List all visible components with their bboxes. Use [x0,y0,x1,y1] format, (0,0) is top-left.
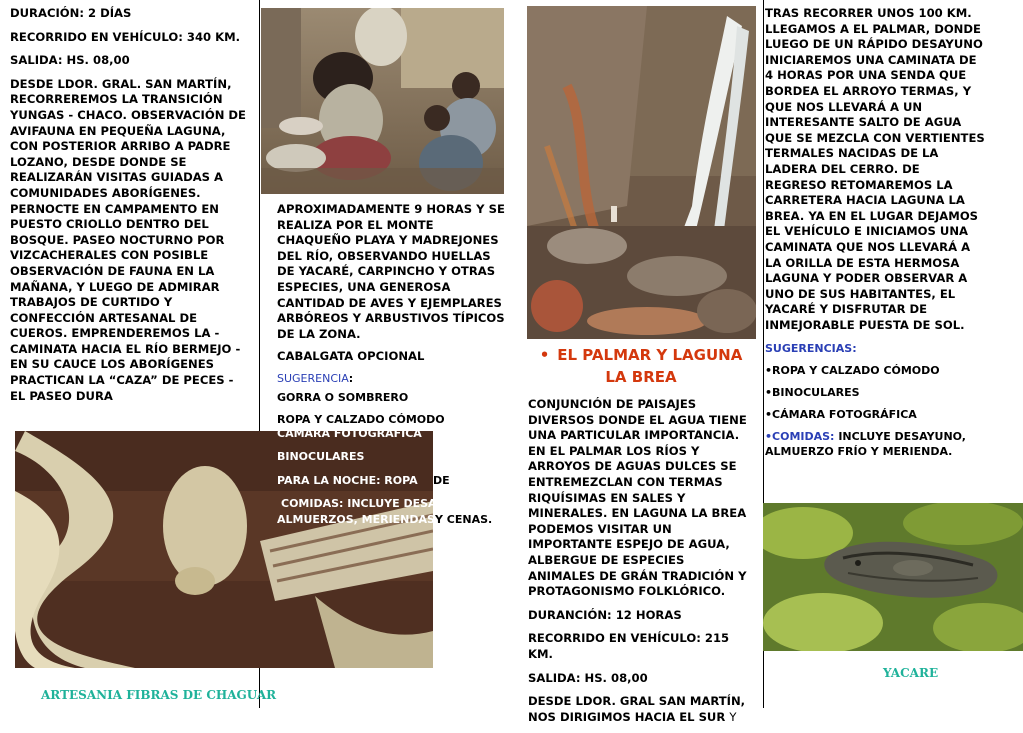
suggestion-label: SUGERENCIA [277,371,349,385]
suggestion-item: GORRA O SOMBRERO [277,390,409,404]
heading-text: EL PALMAR Y LAGUNA LA BREA [557,346,743,386]
overlay-night-tail: DE [433,474,450,487]
meals-line [765,429,985,459]
overlay-item-camera: CAMARA FOTOGRAFICA [277,427,422,440]
waterfall-photo [527,6,756,339]
overlay-item-binoculars: BINOCULARES [277,450,365,463]
palmar-tail-text: DESDE LDOR. GRAL SAN MARTÍN, NOS DIRIGIMOS HACIA EL SUR [528,694,746,724]
suggestion-colon: : [348,371,354,385]
departure-text: SALIDA: HS. 08,00 [10,53,130,68]
suggestion-line [277,371,505,386]
meals-text: INCLUYE DESAYUNO, ALMUERZO FRÍO Y MERIENDA. [765,430,966,459]
middle-right-column [528,344,754,733]
overlay-meals: COMIDAS: INCLUYE DESAYUNOS [281,497,479,510]
suggestion-item: ROPA Y CALZADO CÓMODO [277,412,445,426]
left-column [10,6,250,412]
overlay-meals-cont: ALMUERZOS, MERIENDAS [277,513,435,526]
yacare-caption: YACARE [883,666,939,680]
palmar-departure: SALIDA: HS. 08,00 [528,670,648,685]
optional-ride-text: CABALGATA OPCIONAL [277,349,425,364]
overlay-meals-tail: Y CENAS. [435,513,493,526]
overlay-night-label: PARA LA NOCHE: ROPA [277,474,418,487]
palmar-tail-end: Y [729,709,737,724]
family-photo [261,8,504,194]
suggestion-item: •BINOCULARES [765,386,860,400]
chaguar-caption: ARTESANIA FIBRAS DE CHAGUAR [41,688,277,702]
right-column [765,6,985,466]
left-body-text: DESDE LDOR. GRAL. SAN MARTÍN, RECORREREMOS LA TRANSICIÓN YUNGAS - CHACO. OBSERVACIÓN DE AVIFAUNA EN PEQUEÑA LAGUNA, CON POSTERIOR ARRIBO A PADRE LOZANO, DESDE DONDE SE REALIZARÁN VISITAS GUIADAS A COMUNIDADES ABORÍGENES. PERNOCTE EN CAMPAMENTO EN PUESTO CRIOLLO DENTRO DEL BOSQUE. PASEO NOCTURNO POR VIZCACHERALES CON POSIBLE OBSERVACIÓN DE FAUNA EN LA MAÑANA, Y LUEGO DE ADMIRAR TRABAJOS DE CURTIDO Y CONFECCIÓN ARTESANAL DE CUEROS. EMPRENDEREMOS LA - CAMINATA HACIA EL RÍO BERMEJO - EN SU CAUCE LOS ABORÍGENES PRACTICAN LA “CAZA” DE PECES - EL PASEO DURA [10,76,246,403]
heading-bullet: • [539,346,550,364]
palmar-duration: DURANCIÓN: 12 HORAS [528,607,682,622]
palmar-body-text: CONJUNCIÓN DE PAISAJES DIVERSOS DONDE EL AGUA TIENE UNA PARTICULAR IMPORTANCIA. EN EL PALMAR LOS RÍOS Y ARROYOS DE AGUAS DULCES SE ENTREMEZCLAN CON TERMAS RIQUÍSIMAS EN SALES Y MINERALES. EN LAGUNA LA BREA PODEMOS VISITAR UN IMPORTANTE ESPEJO DE AGUA, ALBERGUE DE ESPECIES ANIMALES DE GRÁN TRADICIÓN Y PROTAGONISMO FOLKLÓRICO. [528,397,747,599]
suggestions-label: SUGERENCIAS: [765,342,857,356]
palmar-tail-line [528,694,754,725]
suggestion-item: •CÁMARA FOTOGRÁFICA [765,408,917,422]
suggestion-item: •ROPA Y CALZADO CÓMODO [765,364,940,378]
right-body-text: TRAS RECORRER UNOS 100 KM. LLEGAMOS A EL PALMAR, DONDE LUEGO DE UN RÁPIDO DESAYUNO INICIAREMOS UNA CAMINATA DE 4 HORAS POR UNA SENDA QUE BORDEA EL ARROYO TERMAS, Y QUE NOS LLEVARÁ A UN INTERESANTE SALTO DE AGUA QUE SE MEZCLA CON VERTIENTES TERMALES NACIDAS DE LA LADERA DEL CERRO. DE REGRESO RETOMAREMOS LA CARRETERA HACIA LAGUNA LA BREA. YA EN EL LUGAR DEJAMOS EL VEHÍCULO E INICIAMOS UNA CAMINATA QUE NOS LLEVARÁ A LA ORILLA DE ESTA HERMOSA LAGUNA Y PODER OBSERVAR A UNO DE SUS HABITANTES, EL YACARÉ Y DISFRUTAR DE INMEJORABLE PUESTA DE SOL. [765,6,985,332]
yacare-photo [763,503,1023,651]
middle-body-text: APROXIMADAMENTE 9 HORAS Y SE REALIZA POR EL MONTE CHAQUEÑO PLAYA Y MADREJONES DEL RÍO, OBSERVANDO HUELLAS DE YACARÉ, CARPINCHO Y OTRAS ESPECIES, UNA GENEROSA CANTIDAD DE AVES Y EJEMPLARES ARBÓREOS Y ARBUSTIVOS TÍPICOS DE LA ZONA. [277,202,505,341]
meals-label: •COMIDAS: [765,430,835,444]
chaguar-crafts-photo [15,431,433,668]
palmar-distance: RECORRIDO EN VEHÍCULO: 215 KM. [528,631,730,661]
section-heading [528,344,754,388]
distance-text: RECORRIDO EN VEHÍCULO: 340 KM. [10,29,241,44]
duration-text: DURACIÓN: 2 DÍAS [10,6,132,20]
middle-left-column [277,202,505,434]
